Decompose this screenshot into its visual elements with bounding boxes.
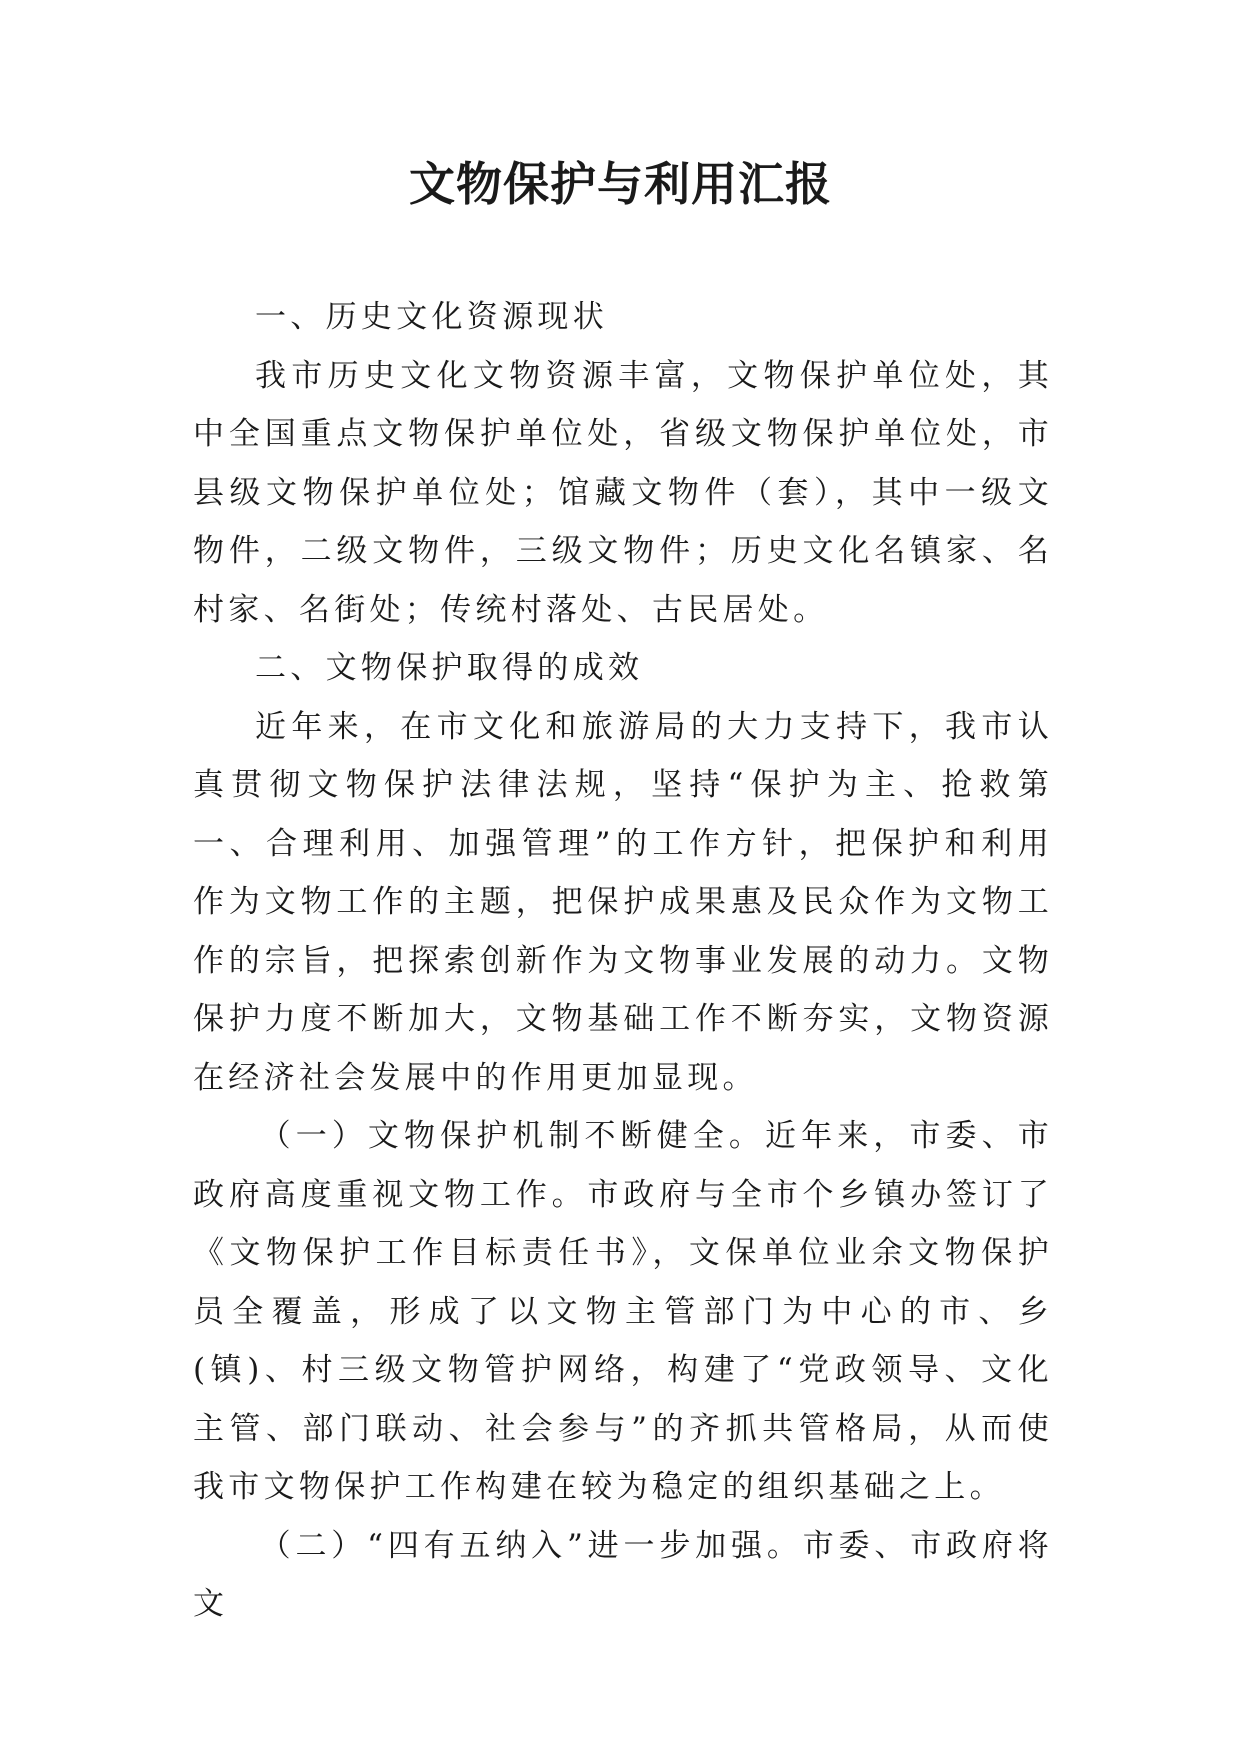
paragraph-resources: 我市历史文化文物资源丰富，文物保护单位处，其中全国重点文物保护单位处，省级文物保护单位处，市县级文物保护单位处；馆藏文物件（套），其中一级文物件，二级文物件，三级文物件；历史文化名镇家、名村家、名街处；传统村落处、古民居处。: [193, 357, 1053, 628]
paragraph-subsection-1: （一）文物保护机制不断健全。近年来，市委、市政府高度重视文物工作。市政府与全市个乡镇办签订了《文物保护工作目标责任书》，文保单位业余文物保护员全覆盖，形成了以文物主管部门为中心的市、乡(镇)、村三级文物管护网络，构建了“党政领导、文化主管、部门联动、社会参与”的齐抓共管格局，从而使我市文物保护工作构建在较为稳定的组织基础之上。: [193, 1118, 1053, 1505]
section-heading-1: 一、历史文化资源现状: [255, 299, 608, 335]
paragraph-achievements: 近年来，在市文化和旅游局的大力支持下，我市认真贯彻文物保护法律法规，坚持“保护为主、抢救第一、合理利用、加强管理”的工作方针，把保护和利用作为文物工作的主题，把保护成果惠及民众作为文物工作的宗旨，把探索创新作为文物事业发展的动力。文物保护力度不断加大，文物基础工作不断夯实，文物资源在经济社会发展中的作用更加显现。: [193, 708, 1053, 1096]
document-body: [193, 288, 1053, 1634]
section-heading-2: 二、文物保护取得的成效: [255, 650, 644, 686]
document-title: 文物保护与利用汇报: [409, 157, 832, 211]
paragraph-subsection-2: （二）“四有五纳入”进一步加强。市委、市政府将文: [193, 1527, 1053, 1622]
